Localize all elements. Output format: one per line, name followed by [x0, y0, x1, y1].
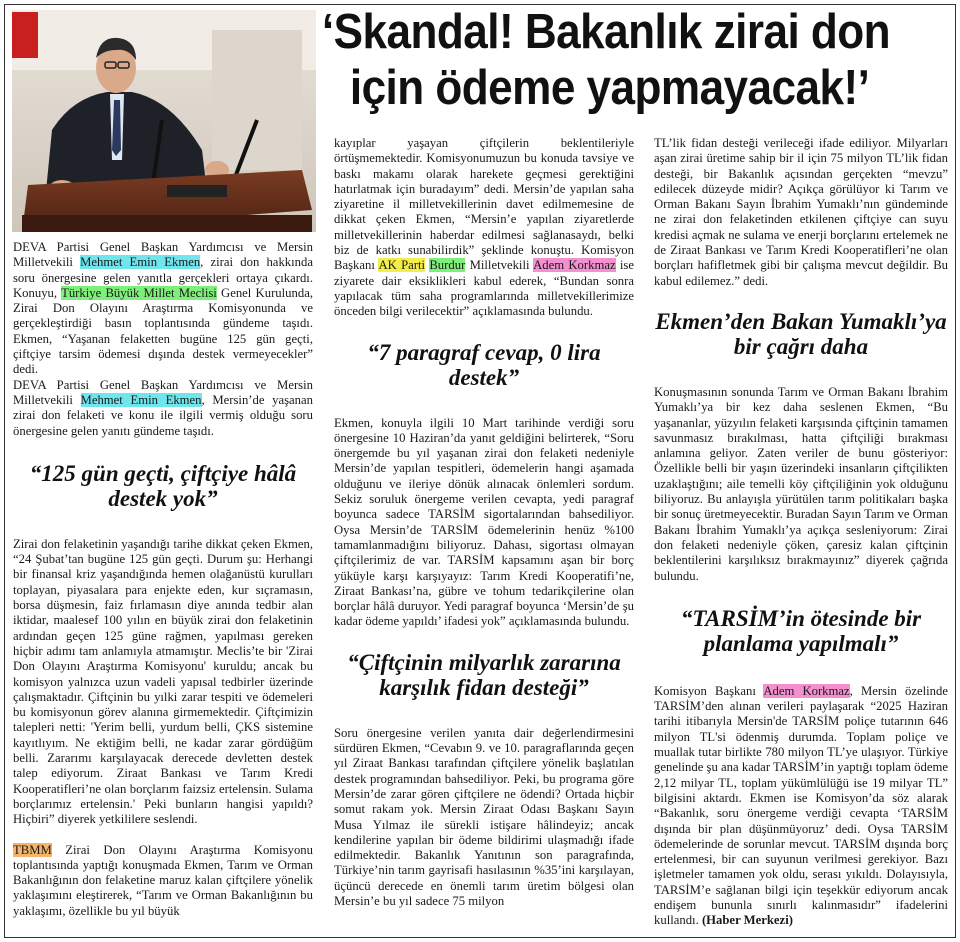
text-span: kayıplar yaşayan çiftçilerin beklentileriyle örtüşmemektedir. Komisyonumuzun bu konuda tavsiye ve baskı makamı olarak harekete geçmesi gerektiğini hatırlatmak için buradayım” dedi. Mersin’de yapılan saha ziyaretine il milletvekillerinin davet edilmemesine de dikkat çeken Ekmen, “Mersin’e yapılan ziyaretlerde milletvekillerinin haberdar edilmesi sağlanasaydı, belki biz de katkı sunabilirdik” şeklinde konuştu. Komisyon Başkanı [334, 136, 634, 273]
headline [318, 4, 894, 116]
subheading-call-to-minister: Ekmen’den Bakan Yumaklı’ya bir çağrı daha [655, 308, 947, 359]
column-2 [334, 136, 634, 909]
column-3 [654, 136, 948, 929]
politician-photo [12, 10, 316, 232]
highlight-name: Adem Korkmaz [533, 258, 616, 273]
text-span: ise ziyarete dair eksiklikleri kabul ederek, “Bundan sonra yapılacak tüm saha programlarında milletvekillerimize önceden bilgi verilecektir” açıklamasında bulundu. [334, 258, 634, 319]
subheading-7-paragraphs: “7 paragraf cevap, 0 lira destek” [367, 339, 601, 390]
headline-line-1: ‘Skandal! Bakanlık zirai don [321, 5, 891, 59]
text-span: , Mersin özelinde TARSİM’den alınan verileri paylaşarak “2025 Haziran tarihi itibarıyla Mersin'de TARSİM poliçe tutarının 646 milyon TL'si ödenmiş durumda. Toplam poliçe ve muallak tutar birlikte 780 milyon TL’ye ulaşıyor. Türkiye genelinde şu ana kadar TARSİM’in yaptığı toplam ödeme 2,12 milyar TL, toplam yükümlülüğü ise 19 milyar TL” bilgisini aktardı. Ekmen ise Komisyon’da söz alarak “Bakanlık, soru önergeme verdiği cevapta ‘TARSİM dışında bir plan düşünmüyoruz’ dedi. Oysa TARSİM ödemelerinde de sorunlar mevcut. TARSİM dışında borç ertelenmesi, bir can suyunun verilmesi gerekiyor. Bazı işletmeler tamamen yok oldu, serası yıkıldı. Dolayısıyla, TARSİM’e sağlanan bilgi için teşekkür ediyorum ancak endişem bununla sınırlı kalınmasıdır” ifadelerini kullandı. [654, 683, 949, 928]
body-paragraph: Konuşmasının sonunda Tarım ve Orman Bakanı İbrahim Yumaklı’ya bir kez daha seslenen Ekmen, “Bu yaşananlar, yüzyılın felaketi karşısında çiftçinin tamamen savunmasız bırakılması, hatta çiftçiliği bırakması anlamına geliyor. Zaten veriler de bunu gösteriyor: Özellikle belli bir yaşın üzerindeki insanların çiftçilikten uzaklaştığını; aile temelli köy çiftçiliğinin yok olduğunu biliyoruz. Bu anlayışla yürütülen tarım politikaları başka bir sonuç üretmeyecektir. Buradan Sayın Tarım ve Orman Bakanı İbrahim Yumaklı’ya açıkça sesleniyorum: Zirai don felaketi nedeniyle çöken, çaresiz kalan çiftçinin beklentilerini karşılıksız bırakmayınız” diyerek çağrıda bulundu. [654, 384, 948, 583]
text-span: DEVA Partisi Genel Başkan Yardımcısı ve Mersin Milletvekili [13, 377, 313, 407]
closing-paragraph [654, 684, 948, 929]
continued-paragraph: TL’lik fidan desteği verileceği ifade ediliyor. Milyarları aşan zirai üretime sahip bir il için 75 milyon TL’lik fidan desteği, bir Bakanlık açısından gerçekten “mevzu” edilecek düzeyde midir? Açıkça görülüyor ki Tarım ve Orman Bakanı Sayın İbrahim Yumaklı’nın gündeminde ne zirai don felaketinden etkilenen çiftçiye can suyu kredisi açmak ne sulama ve enerji borçlarını ertelemek ne de Ziraat Bankası ve Tarım Kredi Kooperatifleri’ne olan borçları hafifletmek gibi bir çalışma mevcut değildir. Bu kabul edilemez.” dedi. [654, 136, 948, 288]
continued-paragraph [334, 136, 634, 320]
subheading-beyond-tarsim: “TARSİM’in ötesinde bir planlama yapılmalı” [680, 605, 922, 656]
highlight-name: Adem Korkmaz [763, 683, 850, 698]
subheading-sapling-support: “Çiftçinin milyarlık zararına karşılık fidan desteği” [347, 649, 621, 700]
text-span: DEVA Partisi Genel Başkan Yardımcısı ve Mersin Milletvekili [13, 240, 313, 270]
highlight-party: AK Parti [378, 258, 426, 273]
text-span: Zirai Don Olayını Araştırma Komisyonu toplantısında yaptığı konuşmada Ekmen, Tarım ve Orman Bakanlığının don felaketine maruz kalan çiftçilere yönelik yaklaşımını eleştirerek, “Tarım ve Orman Bakanlığının bu yaklaşımı, özellikle bu yıl büyük [13, 842, 313, 918]
text-span: , Mersin’de yaşanan zirai don felaketi ve konu ile ilgili vermiş olduğu soru önergesine gelen yanıtı gündeme taşıdı. [13, 392, 313, 438]
headline-line-2: için ödeme yapmayacak!’ [349, 61, 870, 115]
column-1 [13, 240, 313, 919]
text-span: Komisyon Başkanı [654, 683, 764, 698]
tbmm-paragraph [13, 843, 313, 919]
news-credit: (Haber Merkezi) [701, 913, 793, 928]
body-paragraph: Soru önergesine verilen yanıta dair değerlendirmesini sürdüren Ekmen, “Cevabın 9. ve 10. paragraflarında geçen yıl Ziraat Bankası tarafından çiftçilere yönelik başlatılan destek programından bahsediliyor. Peki, bu programa göre Mersin’de zarar gören çiftçilere ne ödendi? Ortada hiçbir somut rakam yok. Mersin Ziraat Odası Başkanı Sayın Musa Yılmaz ile sürekli istişare hâlindeyiz; ancak kendilerine yapılan bir ödeme bildirimi ulaşmadığı ifade edilmektedir. Bakanlık Yanıtının son paragrafında, Türkiye’nin tarım gayrisafi hasılasının %35’ini karşılayan, üçüncü derecede en önemli tarım üretim bölgesi olan Mersin’e bu yıl sadece 75 milyon [334, 725, 634, 908]
text-span: Milletvekili [465, 258, 534, 273]
highlight-name: Mehmet Emin Ekmen [80, 392, 202, 407]
highlight-city: Burdur [429, 258, 466, 273]
subheading-125-days: “125 gün geçti, çiftçiye hâlâ destek yok” [29, 460, 297, 511]
body-paragraph: Zirai don felaketinin yaşandığı tarihe dikkat çeken Ekmen, “24 Şubat’tan bugüne 125 gün geçti. Durum şu: Herhangi bir finansal kriz yaşandığında hemen olağanüstü kurulları toplayan, piyasalara para enjekte eden, kur sıçramasın, borsa düşmesin, faiz fırlamasın diye anında tedbir alan iktidar, maalesef 100 yılın en büyük zirai don felaketinin ardından geçen 125 güne rağmen, yapılması gereken hiçbir adımı tam anlamıyla atmamıştır. Meclis’te bir 'Zirai Don Olayını Araştırma Komisyonu' kuruldu; ancak bu komisyon yalnızca uzun vadeli yapısal tedbirler üzerinde çalışmaktadır. Çiftçinin bu yılki zarar tespiti ve ödemeleri bu komisyonun görev alanına girmemektedir. Çiftçimizin talepleri netti: 'Yerim belli, yurdum belli, ÇKS sistemine kayıtlıyım. Ne ektiğim belli, ne kadar zarar gördüğüm belli. Zararımı karşılayacak derecede devletten destek talep ediyorum. Ziraat Bankası ve Tarım Kredi Kooperatifleri’ne olan borçlarım faizsiz ertelensin. Sulama borçlarımız ertelensin.' Peki bunların hangisi yapıldı? Hiçbiri” diyerek yetkililere seslendi. [13, 536, 313, 827]
intro-paragraph [13, 240, 313, 378]
second-paragraph [13, 378, 313, 439]
highlight-tbmm-short: TBMM [13, 842, 52, 857]
text-span: Genel Kurulunda, Zirai Don Olayını Araştırma Komisyonunda ve gerçekleştirdiği basın toplantısında gündeme taşıdı. Ekmen, “Yaşanan felaketten bugüne 125 gün geçti, çiftçiye tarsim ödemesi dışında destek vermeyecekler” dedi. [13, 285, 313, 377]
text-span: , zirai don hakkında soru önergesine gelen yanıtla gerçekleri ortaya çıkardı. Konuyu, [13, 255, 313, 300]
highlight-tbmm: Türkiye Büyük Millet Meclisi [61, 285, 217, 300]
speaker-at-podium-image [12, 10, 316, 232]
body-paragraph: Ekmen, konuyla ilgili 10 Mart tarihinde verdiği soru önergesine 10 Haziran’da yanıt geldiğini belirterek, “Soru önergemde bu yıl yaşanan zirai don felaketi nedeniyle Mersin’de yapılan tespitleri, ödemelerin hangi aşamada olduğunu ve ileriye dönük alınacak önlemleri sordum. Sekiz soruluk önergeme verilen cevapta, yedi paragraf boyunca sadece TARSİM sigortalarından bahsediliyor. Oysa Mersin’de TARSİM ödemelerinin henüz %100 tamamlanmadığını biliyoruz. Dahası, sigortası olmayan çiftçilerimiz de var. TARSİM kapsamını aşan bir borç yüküyle karşı karşıyayız: Tarım Kredi Kooperatifi’ne, Ziraat Bankası’na, gübre ve tohum tedarikçilerine olan borçlar hâlâ duruyor. Yedi paragraf boyunca ‘Mersin’de şu kadar ödeme yapıldı’ ifadesi yok” açıklamasında bulundu. [334, 415, 634, 629]
highlight-name: Mehmet Emin Ekmen [80, 255, 201, 270]
